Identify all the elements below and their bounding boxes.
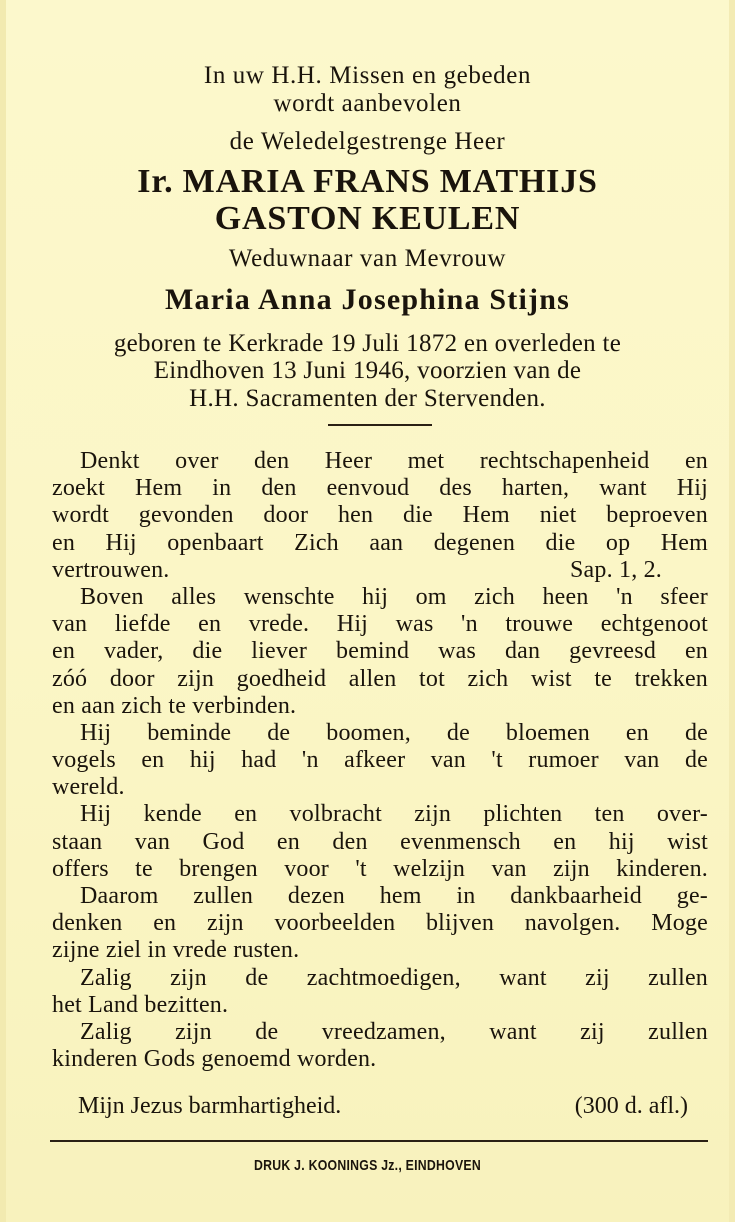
- text-line: zóó door zijn goedheid allen tot zich wist te trekken: [52, 665, 708, 692]
- text-line: staan van God en den evenmensch en hij wist: [52, 828, 708, 855]
- quote-line: vertrouwen.: [52, 556, 170, 583]
- printer-imprint: DRUK J. KOONINGS Jz., EINDHOVEN: [253, 1157, 482, 1174]
- footer-divider: [50, 1140, 708, 1142]
- paragraph: [52, 1019, 708, 1073]
- text-line: Zalig zijn de zachtmoedigen, want zij zullen: [80, 964, 708, 991]
- prayer-text: Mijn Jezus barmhartigheid.: [78, 1093, 342, 1119]
- quote-line: en Hij openbaart Zich aan degenen die op Hem: [52, 529, 708, 556]
- heading-line-1: In uw H.H. Missen en gebeden: [203, 62, 532, 89]
- spouse-name: Maria Anna Josephina Stijns: [165, 283, 570, 316]
- paragraph: [52, 965, 708, 1019]
- text-line: Daarom zullen dezen hem in dankbaarheid ge-: [80, 883, 708, 909]
- short-divider: [328, 424, 432, 426]
- scripture-quote: [52, 448, 708, 584]
- text-line: van liefde en vrede. Hij was 'n trouwe echtgenoot: [52, 611, 708, 638]
- heading-line-2: wordt aanbevolen: [273, 90, 462, 117]
- text-line: offers te brengen voor 't welzijn van zijn kinderen.: [52, 855, 708, 882]
- text-line: zijne ziel in vrede rusten.: [52, 937, 300, 964]
- biography-line-3: H.H. Sacramenten der Stervenden.: [189, 385, 546, 412]
- text-line: Boven alles wenschte hij om zich heen 'n sfeer: [80, 583, 708, 610]
- memorial-text: [52, 448, 708, 1073]
- text-line: denken en zijn voorbeelden blijven navolgen. Moge: [52, 910, 708, 937]
- quote-last-line: [52, 557, 708, 584]
- biography-line-2: Eindhoven 13 Juni 1946, voorzien van de: [153, 357, 582, 384]
- paragraph: [52, 584, 708, 720]
- widower-of-label: Weduwnaar van Mevrouw: [228, 245, 507, 272]
- text-line: kinderen Gods genoemd worden.: [52, 1046, 377, 1073]
- text-line: vogels en hij had 'n afkeer van 't rumoer van de: [52, 747, 708, 774]
- text-line: Hij beminde de boomen, de bloemen en de: [80, 719, 708, 746]
- text-line: Hij kende en volbracht zijn plichten ten over-: [80, 801, 708, 828]
- quote-line: zoekt Hem in den eenvoud des harten, want Hij: [52, 475, 708, 502]
- deceased-name-line-1: Ir. MARIA FRANS MATHIJS: [137, 163, 598, 200]
- biography-line-1: geboren te Kerkrade 19 Juli 1872 en overleden te: [113, 330, 622, 357]
- text-line: Zalig zijn de vreedzamen, want zij zullen: [80, 1018, 708, 1045]
- closing-prayer: [78, 1093, 688, 1120]
- indulgence-note: (300 d. afl.): [574, 1093, 688, 1119]
- text-line: en vader, die liever bemind was dan gevreesd en: [52, 638, 708, 665]
- paragraph: [52, 720, 708, 802]
- quote-line: Denkt over den Heer met rechtschapenheid en: [80, 448, 708, 474]
- scripture-reference: Sap. 1, 2.: [570, 556, 662, 583]
- heading-line-3: de Weledelgestrenge Heer: [229, 128, 506, 155]
- deceased-name-line-2: GASTON KEULEN: [214, 200, 521, 237]
- text-line: wereld.: [52, 774, 125, 801]
- text-line: en aan zich te verbinden.: [52, 692, 297, 719]
- quote-line: wordt gevonden door hen die Hem niet beproeven: [52, 502, 708, 529]
- text-line: het Land bezitten.: [52, 991, 229, 1018]
- paragraph: [52, 883, 708, 965]
- paragraph: [52, 801, 708, 883]
